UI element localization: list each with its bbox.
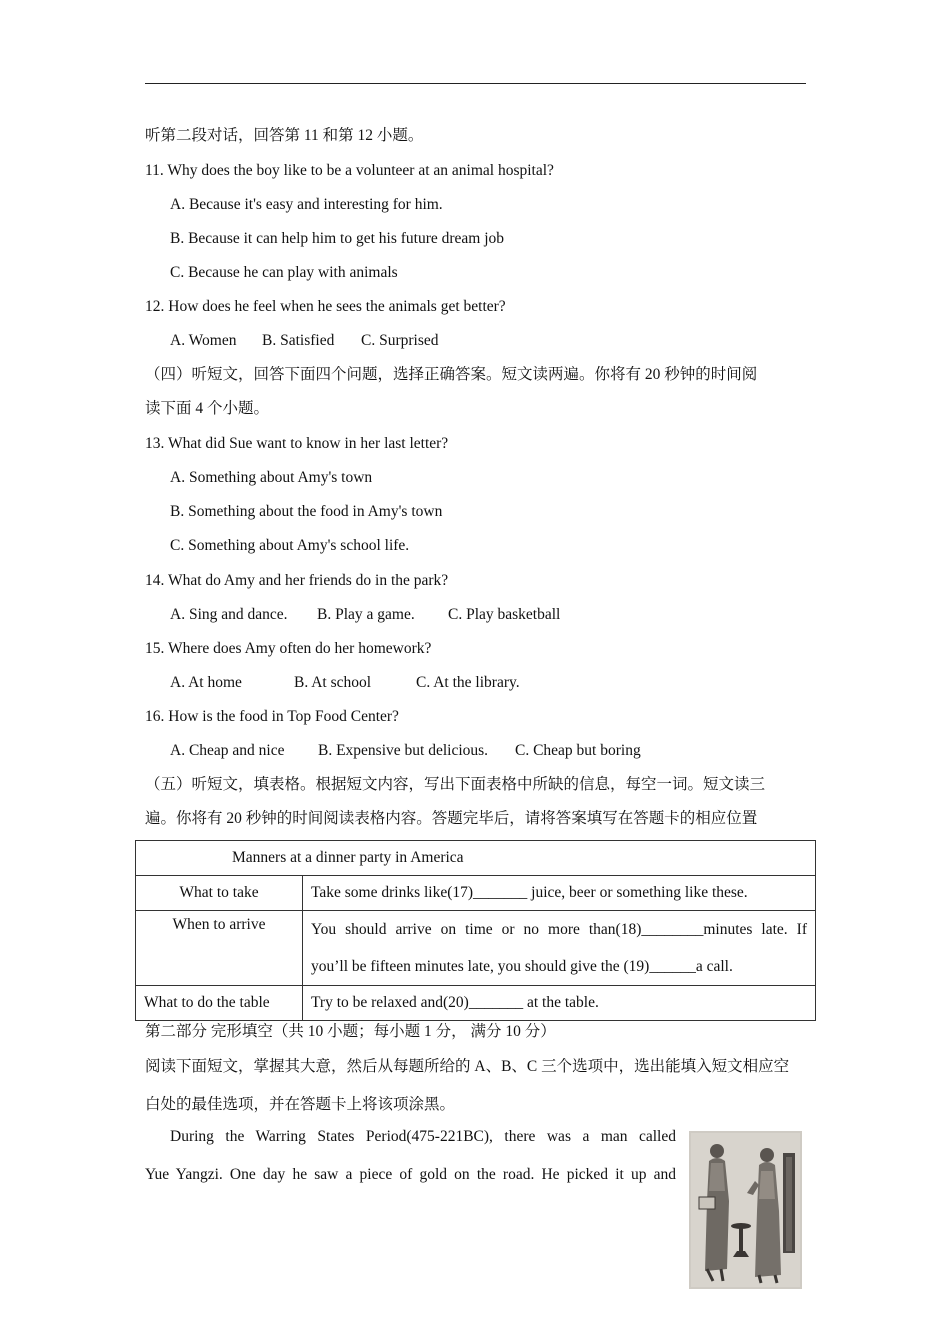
story-illustration xyxy=(689,1131,802,1289)
question-13: 13. What did Sue want to know in her last letter? xyxy=(145,435,449,452)
passage-line-2: Yue Yangzi. One day he saw a piece of gold on the road. He picked it up and xyxy=(145,1166,676,1183)
row-text-what-to-do: Try to be relaxed and(20)_______ at the table. xyxy=(303,986,816,1021)
section-2-intro: 听第二段对话，回答第 11 和第 12 小题。 xyxy=(145,127,424,144)
section-5-line-1: （五）听短文，填表格。根据短文内容，写出下面表格中所缺的信息，每空一词。短文读三 xyxy=(145,776,766,793)
row-text-when-to-arrive-line-2: you’ll be fifteen minutes late, you should give the (19)______a call. xyxy=(311,958,733,975)
row-label-what-to-do: What to do the table xyxy=(136,986,303,1021)
q13-option-b: B. Something about the food in Amy's town xyxy=(170,503,443,520)
q16-option-c: C. Cheap but boring xyxy=(515,742,641,759)
row-text-when-to-arrive-line-1: You should arrive on time or no more than(18)________minutes late. If xyxy=(311,921,807,938)
q15-option-b: B. At school xyxy=(294,674,372,691)
row-label-when-to-arrive: When to arrive xyxy=(136,911,303,986)
header-rule xyxy=(145,83,806,84)
table-row xyxy=(136,986,816,1021)
q13-option-c: C. Something about Amy's school life. xyxy=(170,537,410,554)
q12-option-c: C. Surprised xyxy=(361,332,439,349)
question-16: 16. How is the food in Top Food Center? xyxy=(145,708,399,725)
passage-line-1: During the Warring States Period(475-221BC), there was a man called xyxy=(170,1128,676,1145)
q14-options xyxy=(170,605,560,625)
question-11: 11. Why does the boy like to be a volunteer at an animal hospital? xyxy=(145,162,554,179)
q15-options xyxy=(170,673,520,693)
q14-option-c: C. Play basketball xyxy=(448,606,561,623)
section-5-line-2: 遍。你将有 20 秒钟的时间阅读表格内容。答题完毕后，请将答案填写在答题卡的相应位置 xyxy=(145,810,758,827)
q15-option-c: C. At the library. xyxy=(416,674,520,691)
question-14: 14. What do Amy and her friends do in the park? xyxy=(145,572,449,589)
table-row xyxy=(136,876,816,911)
question-15: 15. Where does Amy often do her homework? xyxy=(145,640,432,657)
q16-option-b: B. Expensive but delicious. xyxy=(318,742,489,759)
q16-option-a: A. Cheap and nice xyxy=(170,742,285,759)
part-2-heading: 第二部分 完形填空（共 10 小题；每小题 1 分， 满分 10 分） xyxy=(145,1023,556,1040)
q16-options xyxy=(170,741,641,761)
q14-option-a: A. Sing and dance. xyxy=(170,606,288,623)
section-4-line-1: （四）听短文，回答下面四个问题，选择正确答案。短文读两遍。你将有 20 秒钟的时间阅 xyxy=(145,366,758,383)
q12-option-a: A. Women xyxy=(170,332,237,349)
row-label-what-to-take: What to take xyxy=(136,876,303,911)
q11-option-c: C. Because he can play with animals xyxy=(170,264,398,281)
q11-option-b: B. Because it can help him to get his future dream job xyxy=(170,230,505,247)
row-text-what-to-take: Take some drinks like(17)_______ juice, beer or something like these. xyxy=(303,876,816,911)
q14-option-b: B. Play a game. xyxy=(317,606,415,623)
q13-option-a: A. Something about Amy's town xyxy=(170,469,373,486)
part-2-instruction-2: 白处的最佳选项，并在答题卡上将该项涂黑。 xyxy=(145,1096,456,1113)
q12-options xyxy=(170,331,439,351)
section-4-line-2: 读下面 4 个小题。 xyxy=(145,400,270,417)
q11-option-a: A. Because it's easy and interesting for him. xyxy=(170,196,443,213)
table-title: Manners at a dinner party in America xyxy=(136,841,816,876)
q12-option-b: B. Satisfied xyxy=(262,332,335,349)
part-2-instruction-1: 阅读下面短文，掌握其大意，然后从每题所给的 A、B、C 三个选项中，选出能填入短文相应空 xyxy=(145,1058,790,1075)
table-row xyxy=(136,911,816,986)
question-12: 12. How does he feel when he sees the animals get better? xyxy=(145,298,506,315)
q15-option-a: A. At home xyxy=(170,674,242,691)
row-text-when-to-arrive xyxy=(303,911,816,986)
manners-table xyxy=(135,840,816,1021)
